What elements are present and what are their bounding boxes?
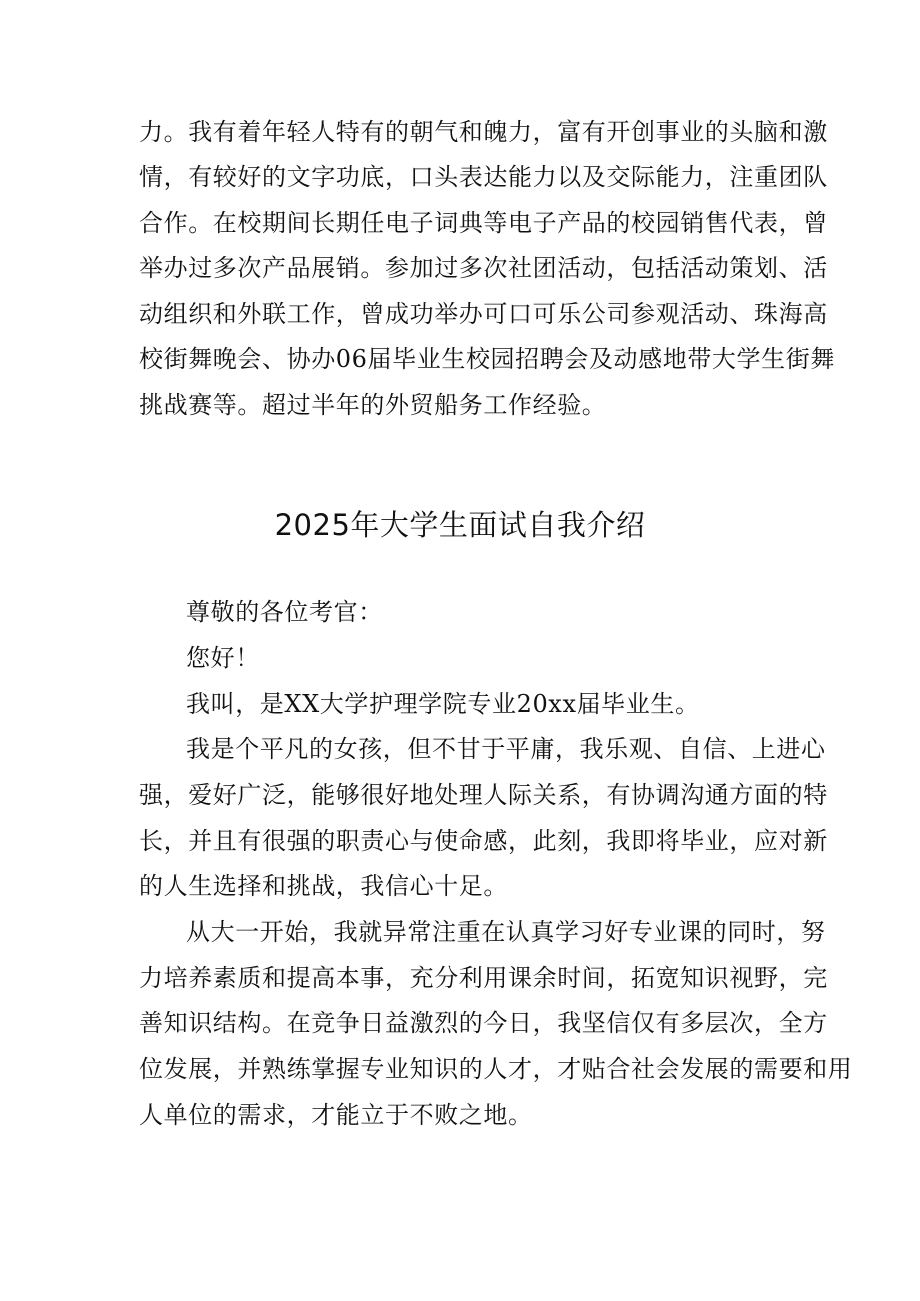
paragraph-line: 挑战赛等。超过半年的外贸船务工作经验。 [139,391,607,419]
paragraph-line: 情，有较好的文字功底，口头表达能力以及交际能力，注重团队 [139,163,828,191]
intro-line: 我叫，是XX大学护理学院专业20xx届毕业生。 [186,690,700,718]
page-title: 2025年大学生面试自我介绍 [274,508,646,542]
paragraph-line: 合作。在校期间长期任电子词典等电子产品的校园销售代表，曾 [139,209,828,237]
paragraph-line: 长，并且有很强的职责心与使命感，此刻，我即将毕业，应对新 [139,827,828,855]
greeting: 您好！ [186,644,260,672]
paragraph-line: 力。我有着年轻人特有的朝气和魄力，富有开创事业的头脑和激 [139,118,828,146]
paragraph-line: 的人生选择和挑战，我信心十足。 [139,872,508,900]
paragraph-line: 强，爱好广泛，能够很好地处理人际关系，有协调沟通方面的特 [139,781,828,809]
paragraph-line: 我是个平凡的女孩，但不甘于平庸，我乐观、自信、上进心 [186,735,826,763]
paragraph-line: 从大一开始，我就异常注重在认真学习好专业课的同时，努 [186,918,826,946]
salutation: 尊敬的各位考官： [186,598,383,626]
paragraph-line: 力培养素质和提高本事，充分利用课余时间，拓宽知识视野，完 [139,964,828,992]
paragraph-line: 举办过多次产品展销。参加过多次社团活动，包括活动策划、活 [139,254,828,282]
paragraph-line: 人单位的需求，才能立于不败之地。 [139,1101,533,1129]
paragraph-line: 校街舞晚会、协办06届毕业生校园招聘会及动感地带大学生街舞 [139,345,835,373]
paragraph-line: 位发展，并熟练掌握专业知识的人才，才贴合社会发展的需要和用 [139,1055,853,1083]
paragraph-line: 动组织和外联工作，曾成功举办可口可乐公司参观活动、珠海高 [139,300,828,328]
paragraph-line: 善知识结构。在竞争日益激烈的今日，我坚信仅有多层次，全方 [139,1009,828,1037]
